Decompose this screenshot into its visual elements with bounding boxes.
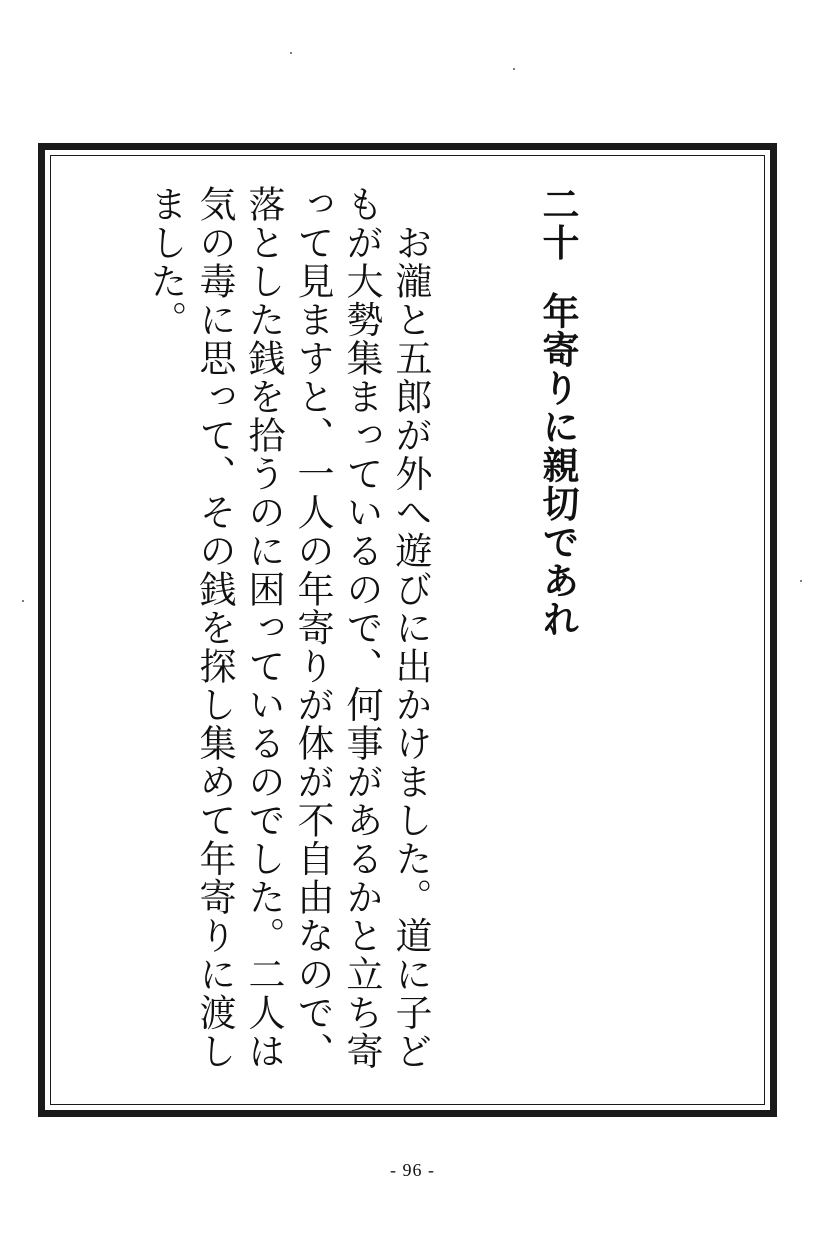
section-title: 年寄りに親切であれ bbox=[536, 292, 580, 639]
scan-speck bbox=[513, 68, 515, 70]
scan-speck bbox=[22, 600, 24, 602]
section-paragraph: お瀧と五郎が外へ遊びに出かけました。道に子どもが大勢集まっているので、何事があるかと立ち寄って見ますと、一人の年寄りが体が不自由なので、落とした銭を拾うのに困っているのでした。二人は気の毒に思って、その銭を探し集めて年寄りに渡しました。 bbox=[144, 185, 432, 1071]
vertical-text-body bbox=[110, 185, 680, 1075]
scan-speck bbox=[290, 52, 292, 54]
page-number: - 96 - bbox=[390, 1160, 435, 1180]
section-heading bbox=[533, 185, 582, 1075]
section-number: 二十 bbox=[536, 185, 580, 262]
scan-speck bbox=[800, 580, 802, 582]
